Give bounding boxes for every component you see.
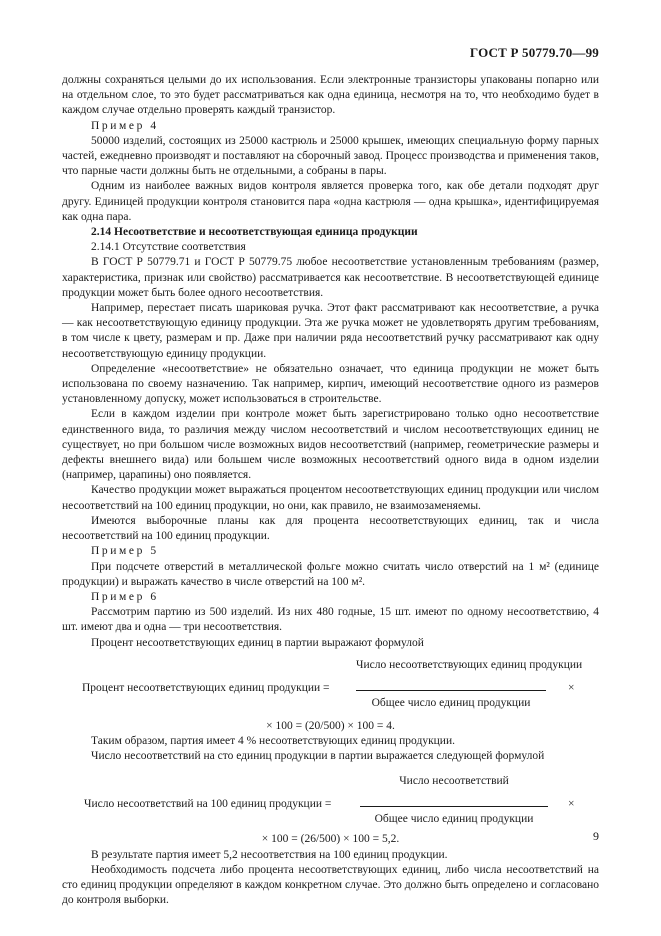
paragraph: Процент несоответствующих единиц в партии выражают формулой xyxy=(91,636,424,649)
paragraph: При подсчете отверстий в металлической фольге можно считать число отверстий на 1 м² (единице продукции) и выражать качество в числе отверстий на 100 м². xyxy=(62,560,599,588)
paragraph: Таким образом, партия имеет 4 % несоответствующих единиц продукции. xyxy=(91,734,455,747)
section-heading: 2.14 Несоответствие и несоответствующая единица продукции xyxy=(91,226,418,239)
subsection-heading: 2.14.1 Отсутствие соответствия xyxy=(91,241,246,254)
paragraph: Определение «несоответствие» не обязательно означает, что единица продукции не может быть использована по своему назначению. Так например, кирпич, имеющий несоответствие одного из размеров установленному допуску, может использоваться в строительстве. xyxy=(62,362,599,406)
example-label: Пример 6 xyxy=(91,590,159,603)
paragraph: Если в каждом изделии при контроле может быть зарегистрировано только одно несоответствие единственного вида, то различия между числом несоответствий и числом несоответствующих единиц не существует, но при большом числе возможных видов несоответствий (например, геометрические размеры и дефекты внешнего вида) или большем числе возможных несоответствий одного вида в одном изделии (например, царапины) оно появляется. xyxy=(62,408,599,482)
formula-numerator: Число несоответствующих единиц продукции xyxy=(356,658,583,671)
formula-result: × 100 = (20/500) × 100 = 4. xyxy=(266,719,395,732)
paragraph: В ГОСТ Р 50779.71 и ГОСТ Р 50779.75 любое несоответствие установленным требованиям (размер, характеристика, признак или свойство) рассматривается как несоответствие. В несоответствующей единице продукции может быть более одного несоответствия. xyxy=(62,256,599,299)
formula-denominator: Общее число единиц продукции xyxy=(374,813,534,826)
document-body xyxy=(62,73,599,908)
example-label: Пример 4 xyxy=(91,119,159,132)
formula-denominator: Общее число единиц продукции xyxy=(371,696,531,709)
paragraph: Число несоответствий на сто единиц продукции в партии выражается следующей формулой xyxy=(91,750,545,763)
fraction-bar xyxy=(356,690,546,691)
multiply-sign: × xyxy=(568,798,575,811)
formula-numerator: Число несоответствий xyxy=(399,775,509,788)
fraction-bar xyxy=(360,806,548,807)
paragraph: Качество продукции может выражаться процентом несоответствующих единиц продукции или числом несоответствий на 100 единиц продукции, но они, как правило, не взаимозаменяемы. xyxy=(62,484,599,512)
multiply-sign: × xyxy=(568,681,575,694)
paragraph: Например, перестает писать шариковая ручка. Этот факт рассматривают как несоответствие, а ручка — как несоответствующую единицу продукции. Эта же ручка может не удовлетворять другим требованиям, в том числе к цвету, размерам и пр. Даже при наличии ряда несоответствий ручку рассматривают как одну несоответствующую единицу продукции. xyxy=(62,302,599,360)
paragraph: Рассмотрим партию из 500 изделий. Из них 480 годные, 15 шт. имеют по одному несоответствию, 4 шт. имеют два и одна — три несоответствия. xyxy=(62,606,599,634)
paragraph: Имеются выборочные планы как для процента несоответствующих единиц, так и числа несоответствий на 100 единиц продукции. xyxy=(62,514,599,543)
paragraph: В результате партия имеет 5,2 несоответствия на 100 единиц продукции. xyxy=(91,848,448,861)
paragraph: Необходимость подсчета либо процента несоответствующих единиц, либо числа несоответствий на сто единиц продукции определяют в каждом конкретном случае. Это должно быть определено и согласовано до контроля выборки. xyxy=(62,863,599,907)
paragraph: 50000 изделий, состоящих из 25000 кастрюль и 25000 крышек, имеющих специальную форму парных частей, ежедневно производят и поставляют на сборочный завод. Процесс производства и применения таков, что парные части должны быть не отдельными, а собраны в пары. xyxy=(62,134,599,178)
paragraph: должны сохраняться целыми до их использования. Если электронные транзисторы упакованы попарно или на отдельном слое, то это будет рассматриваться как одна единица, несмотря на то, что необходимо будет в каждом случае отдельно проверять каждый транзистор. xyxy=(62,74,599,117)
page-number: 9 xyxy=(593,829,599,843)
formula-result: × 100 = (26/500) × 100 = 5,2. xyxy=(261,833,400,846)
formula-label: Процент несоответствующих единиц продукции = xyxy=(82,681,330,694)
example-label: Пример 5 xyxy=(91,545,159,558)
formula-nonconformities-per-100 xyxy=(62,770,599,832)
formula-label: Число несоответствий на 100 единиц продукции = xyxy=(84,798,332,811)
paragraph: Одним из наиболее важных видов контроля является проверка того, как обе детали подходят друг другу. Единицей продукции контроля становится пара «одна кастрюля — одна крышка», идентифицируемая как одна пара. xyxy=(62,180,599,223)
document-id-header: ГОСТ Р 50779.70—99 xyxy=(469,45,599,60)
formula-percent-nonconforming xyxy=(62,657,599,719)
